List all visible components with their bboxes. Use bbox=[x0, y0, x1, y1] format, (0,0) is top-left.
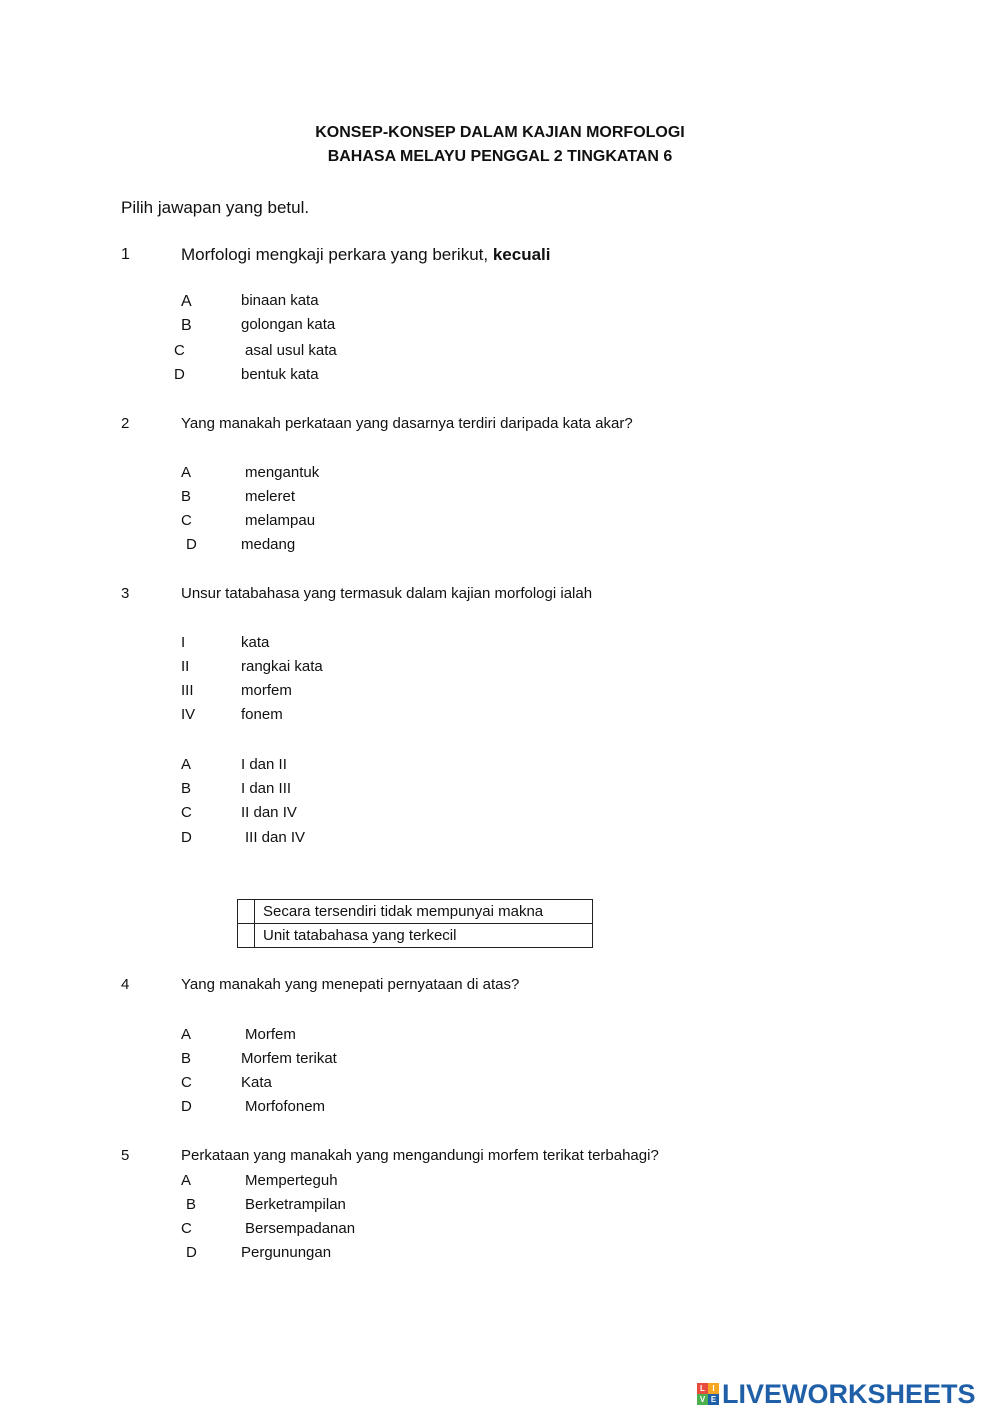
question-text-main: Morfologi mengkaji perkara yang berikut, bbox=[181, 245, 493, 264]
option-letter: C bbox=[181, 1220, 192, 1237]
option-text[interactable]: medang bbox=[241, 536, 296, 553]
liveworksheets-logo-icon bbox=[697, 1383, 719, 1405]
option-letter: D bbox=[181, 1098, 192, 1115]
question-number: 4 bbox=[121, 976, 130, 993]
item-roman: I bbox=[181, 634, 186, 651]
option-letter: B bbox=[181, 488, 192, 505]
option-text[interactable]: meleret bbox=[245, 488, 296, 505]
option-text[interactable]: asal usul kata bbox=[245, 342, 337, 359]
logo-tile: V bbox=[697, 1394, 708, 1405]
question-text: Yang manakah perkataan yang dasarnya terdiri daripada kata akar? bbox=[181, 415, 633, 432]
question-number: 5 bbox=[121, 1147, 130, 1164]
statement-cell: Unit tatabahasa yang terkecil bbox=[255, 924, 593, 948]
document-title: KONSEP-KONSEP DALAM KAJIAN MORFOLOGI bbox=[315, 124, 685, 141]
item-text: kata bbox=[241, 634, 270, 651]
logo-tile: L bbox=[697, 1383, 708, 1394]
option-text[interactable]: Morfem terikat bbox=[241, 1050, 337, 1067]
option-text[interactable]: Kata bbox=[241, 1074, 272, 1091]
logo-tile: E bbox=[708, 1394, 719, 1405]
item-roman: II bbox=[181, 658, 190, 675]
question-number: 2 bbox=[121, 415, 130, 432]
option-letter: B bbox=[181, 1050, 192, 1067]
question-number: 1 bbox=[121, 246, 130, 263]
option-letter: B bbox=[186, 1196, 197, 1213]
option-text[interactable]: Pergunungan bbox=[241, 1244, 332, 1261]
option-text[interactable]: binaan kata bbox=[241, 292, 319, 309]
option-letter: A bbox=[181, 464, 192, 481]
option-text[interactable]: Bersempadanan bbox=[245, 1220, 356, 1237]
option-letter: C bbox=[181, 1074, 192, 1091]
option-letter: C bbox=[181, 512, 192, 529]
option-letter: A bbox=[181, 756, 192, 773]
option-text[interactable]: II dan IV bbox=[241, 804, 297, 821]
option-text[interactable]: golongan kata bbox=[241, 316, 336, 333]
item-text: fonem bbox=[241, 706, 283, 723]
option-letter: B bbox=[181, 780, 192, 797]
option-text[interactable]: III dan IV bbox=[245, 829, 306, 846]
option-letter: B bbox=[181, 317, 192, 334]
option-text[interactable]: Morfem bbox=[245, 1026, 296, 1043]
statement-marker-cell bbox=[238, 924, 255, 948]
question-text: Perkataan yang manakah yang mengandungi morfem terikat terbahagi? bbox=[181, 1147, 659, 1164]
document-subtitle: BAHASA MELAYU PENGGAL 2 TINGKATAN 6 bbox=[327, 148, 673, 165]
question-text: Yang manakah yang menepati pernyataan di atas? bbox=[181, 976, 520, 993]
option-text[interactable]: Morfofonem bbox=[245, 1098, 326, 1115]
item-roman: IV bbox=[181, 706, 196, 723]
item-text: morfem bbox=[241, 682, 292, 699]
statement-cell: Secara tersendiri tidak mempunyai makna bbox=[255, 900, 593, 924]
option-text[interactable]: I dan III bbox=[241, 780, 292, 797]
option-letter: C bbox=[174, 342, 185, 359]
option-text[interactable]: bentuk kata bbox=[241, 366, 319, 383]
table-row bbox=[238, 900, 593, 924]
liveworksheets-logo bbox=[697, 1379, 976, 1409]
liveworksheets-logo-text: LIVEWORKSHEETS bbox=[722, 1378, 976, 1409]
option-letter: D bbox=[174, 366, 185, 383]
option-letter: D bbox=[186, 536, 197, 553]
option-text[interactable]: Memperteguh bbox=[245, 1172, 338, 1189]
option-letter: A bbox=[181, 1172, 192, 1189]
statement-marker-cell bbox=[238, 900, 255, 924]
option-text[interactable]: I dan II bbox=[241, 756, 287, 773]
item-roman: III bbox=[181, 682, 194, 699]
table-row bbox=[238, 924, 593, 948]
question-emphasis: kecuali bbox=[492, 245, 551, 264]
instruction-text: Pilih jawapan yang betul. bbox=[121, 198, 310, 217]
option-letter: D bbox=[186, 1244, 197, 1261]
item-text: rangkai kata bbox=[241, 658, 323, 675]
logo-tile: I bbox=[708, 1383, 719, 1394]
option-letter: C bbox=[181, 804, 192, 821]
question-text bbox=[181, 245, 550, 265]
option-text[interactable]: melampau bbox=[245, 512, 316, 529]
option-letter: A bbox=[181, 293, 192, 310]
statement-table bbox=[237, 899, 593, 948]
option-text[interactable]: mengantuk bbox=[245, 464, 320, 481]
option-text[interactable]: Berketrampilan bbox=[245, 1196, 346, 1213]
option-letter: A bbox=[181, 1026, 192, 1043]
question-number: 3 bbox=[121, 585, 130, 602]
question-text: Unsur tatabahasa yang termasuk dalam kajian morfologi ialah bbox=[181, 585, 593, 602]
option-letter: D bbox=[181, 829, 192, 846]
